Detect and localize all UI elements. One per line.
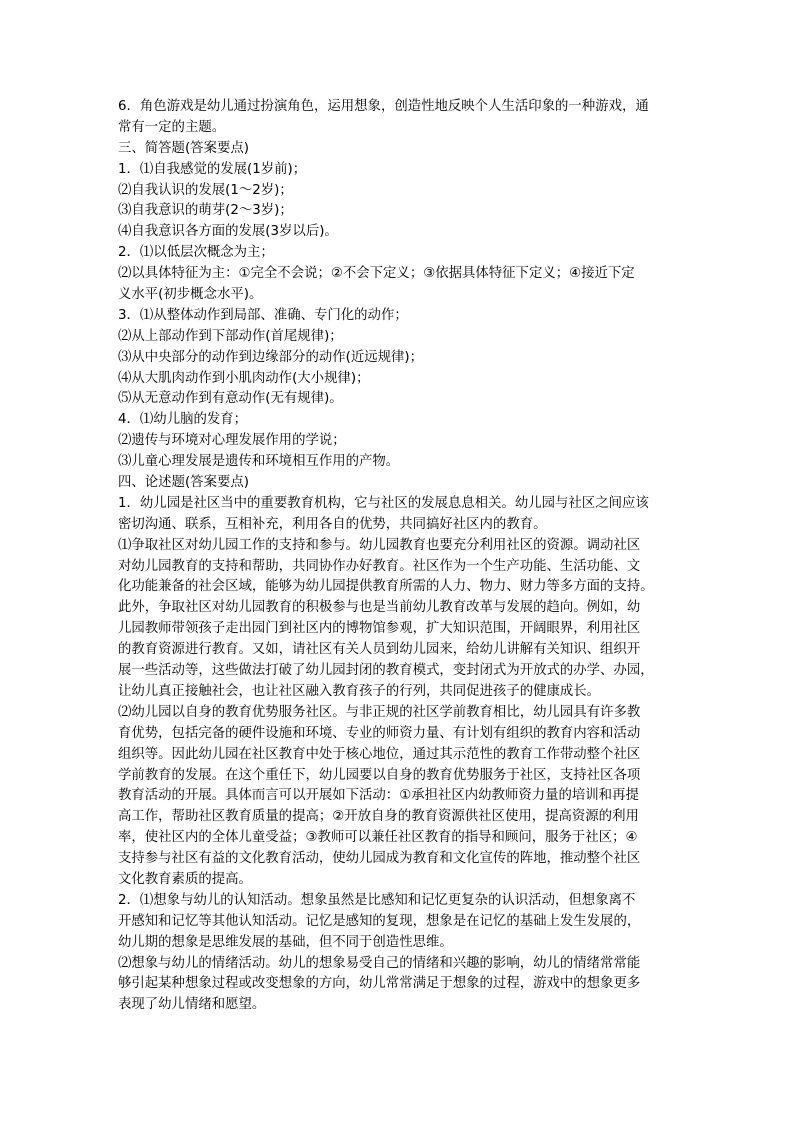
text-line: 育优势，包括完备的硬件设施和环境、专业的师资力量、有计划有组织的教育内容和活动 [118, 725, 641, 741]
text-line: 此外，争取社区对幼儿园教育的积极参与也是当前幼儿教育改革与发展的趋向。例如，幼 [118, 600, 641, 616]
text-line: 密切沟通、联系，互相补充，利用各自的优势，共同搞好社区内的教育。 [118, 516, 547, 532]
text-line: 支持参与社区有益的文化教育活动，使幼儿园成为教育和文化宣传的阵地，推动整个社区 [118, 851, 641, 867]
text-line: 学前教育的发展。在这个重任下，幼儿园要以自身的教育优势服务于社区，支持社区各项 [118, 767, 641, 783]
text-line: 够引起某种想象过程或改变想象的方向，幼儿常常满足于想象的过程，游戏中的想象更多 [118, 976, 641, 992]
text-line: 儿园教师带领孩子走出园门到社区内的博物馆参观，扩大知识范围，开阔眼界，利用社区 [118, 621, 641, 637]
text-line: 6．角色游戏是幼儿通过扮演角色，运用想象，创造性地反映个人生活印象的一种游戏，通 [118, 99, 649, 114]
text-line: 化功能兼备的社会区域，能够为幼儿园提供教育所需的人力、物力、财力等多方面的支持。 [118, 579, 654, 595]
text-line: 2．⑴以低层次概念为主； [118, 245, 274, 261]
text-line [118, 1016, 678, 1037]
text-line: ⑵以具体特征为主：①完全不会说；②不会下定义；③依据具体特征下定义；④接近下定 [118, 266, 635, 282]
document-page [118, 97, 678, 1037]
text-line: 率，使社区内的全体儿童受益；③教师可以兼任社区教育的指导和顾问，服务于社区；④ [118, 830, 638, 846]
text-line: ⑵遗传与环境对心理发展作用的学说； [118, 433, 346, 449]
text-line: 3．⑴从整体动作到局部、准确、专门化的动作； [118, 307, 408, 323]
text-line: ⑵想象与幼儿的情绪活动。幼儿的想象易受自己的情绪和兴趣的影响，幼儿的情绪常常能 [118, 955, 641, 971]
text-line: ⑶儿童心理发展是遗传和环境相互作用的产物。 [118, 454, 400, 470]
text-line: 2．⑴想象与幼儿的认知活动。想象虽然是比感知和记忆更复杂的认识活动，但想象离不 [118, 892, 636, 908]
text-line: 常有一定的主题。 [118, 119, 226, 135]
text-line: ⑵从上部动作到下部动作(首尾规律)； [118, 328, 343, 344]
text-line: ⑷从大肌肉动作到小肌肉动作(大小规律)； [118, 370, 370, 386]
text-line: ⑵幼儿园以自身的教育优势服务社区。与非正规的社区学前教育相比，幼儿园具有许多教 [118, 704, 641, 720]
text-line: 展一些活动等，这些做法打破了幼儿园封闭的教育模式，变封闭式为开放式的办学、办园， [118, 663, 654, 679]
text-line: 义水平(初步概念水平)。 [118, 287, 263, 303]
text-line: 表现了幼儿情绪和愿望。 [118, 997, 266, 1013]
text-line: ⑴争取社区对幼儿园工作的支持和参与。幼儿园教育也要充分利用社区的资源。调动社区 [118, 537, 641, 553]
text-line: 组织等。因此幼儿园在社区教育中处于核心地位，通过其示范性的教育工作带动整个社区 [118, 746, 641, 762]
text-line: ⑷自我意识各方面的发展(3岁以后)。 [118, 224, 338, 240]
text-line: 4．⑴幼儿脑的发育； [118, 412, 248, 428]
text-line: 的教育资源进行教育。又如，请社区有关人员到幼儿园来，给幼儿讲解有关知识、组织开 [118, 642, 641, 658]
text-line: ⑵自我认识的发展(1～2岁)； [118, 182, 293, 198]
text-line: 幼儿期的想象是思维发展的基础，但不同于创造性思维。 [118, 934, 453, 950]
text-line: 1．⑴自我感觉的发展(1岁前)； [118, 161, 307, 177]
text-line: 让幼儿真正接触社会，也让社区融入教育孩子的行列，共同促进孩子的健康成长。 [118, 683, 601, 699]
section-heading: 三、简答题(答案要点) [118, 140, 249, 156]
text-line: 开感知和记忆等其他认知活动。记忆是感知的复现，想象是在记忆的基础上发生发展的， [118, 913, 641, 929]
section-heading: 四、论述题(答案要点) [118, 475, 249, 491]
text-line: 文化教育素质的提高。 [118, 871, 252, 887]
text-line: ⑸从无意动作到有意动作(无有规律)。 [118, 391, 343, 407]
text-line: 对幼儿园教育的支持和帮助，共同协作办好教育。社区作为一个生产功能、生活功能、文 [118, 558, 641, 574]
text-line: 1．幼儿园是社区当中的重要教育机构，它与社区的发展息息相关。幼儿园与社区之间应该 [118, 495, 649, 511]
text-line: 教育活动的开展。具体而言可以开展如下活动：①承担社区内幼教师资力量的培训和再提 [118, 788, 639, 804]
text-line: ⑶从中央部分的动作到边缘部分的动作(近远规律)； [118, 349, 424, 365]
text-line: 高工作，帮助社区教育质量的提高；②开放自身的教育资源供社区使用，提高资源的利用 [118, 809, 639, 825]
text-line: ⑶自我意识的萌芽(2～3岁)； [118, 203, 293, 219]
